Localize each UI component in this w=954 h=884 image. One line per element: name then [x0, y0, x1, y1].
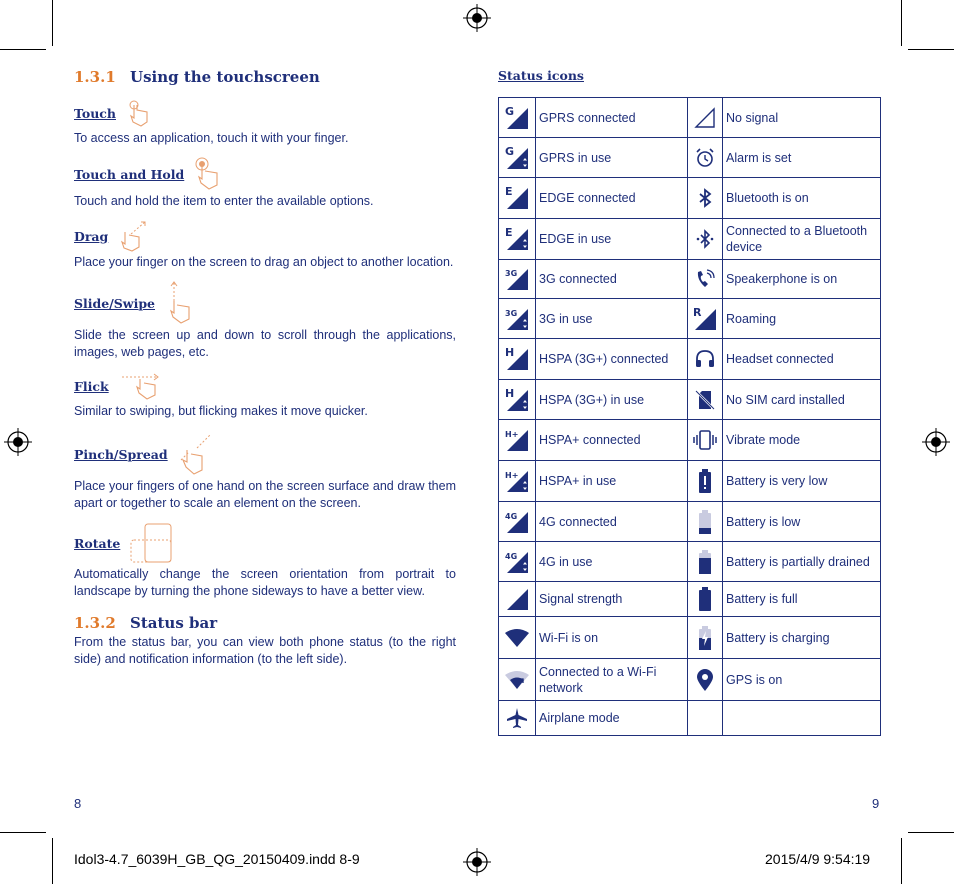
battery-full-icon: [688, 582, 723, 617]
registration-mark-icon: [463, 848, 491, 876]
status-icon-label: Battery is full: [723, 582, 881, 617]
gprs-in-use-icon: [499, 138, 536, 178]
status-icon-label: HSPA+ connected: [536, 420, 688, 461]
section-heading-status-bar: 1.3.2 Status bar: [74, 614, 218, 632]
gesture-title: Touch and Hold: [74, 166, 185, 182]
gesture-desc: Place your finger on the screen to drag an object to another location.: [74, 255, 454, 269]
drag-gesture-icon: [117, 220, 151, 252]
swipe-gesture-icon: [164, 281, 198, 325]
signal-strength-icon: [499, 582, 536, 617]
status-icon-row: [499, 299, 881, 339]
touch-gesture-icon: [125, 98, 155, 128]
svg-text:H: H: [505, 386, 515, 400]
gesture-desc: Slide the screen up and down to scroll through the applications, images, web pages, etc.: [74, 328, 456, 359]
crop-mark: [901, 0, 902, 46]
gesture-swipe: [74, 281, 456, 361]
status-icon-label: Battery is very low: [723, 461, 881, 502]
crop-mark: [52, 838, 53, 884]
gesture-title: Touch: [74, 105, 116, 121]
crop-mark: [908, 49, 954, 50]
4g-connected-icon: [499, 502, 536, 542]
status-icon-label: GPRS connected: [536, 98, 688, 138]
crop-mark: [901, 838, 902, 884]
status-icon-row: [499, 98, 881, 138]
status-icon-label: Vibrate mode: [723, 420, 881, 461]
headset-icon: [688, 339, 723, 380]
status-icon-row: [499, 219, 881, 260]
bluetooth-icon: [688, 178, 723, 219]
wifi-network-connected-icon: [499, 659, 536, 701]
crop-mark: [0, 49, 46, 50]
status-icon-label: EDGE connected: [536, 178, 688, 219]
gesture-desc: Touch and hold the item to enter the available options.: [74, 194, 374, 208]
hspa-plus-connected-icon: [499, 420, 536, 461]
svg-text:H+: H+: [505, 471, 519, 480]
gesture-title: Pinch/Spread: [74, 446, 168, 462]
gesture-title: Flick: [74, 378, 109, 394]
status-icon-row: [499, 178, 881, 219]
gesture-desc: Place your fingers of one hand on the screen surface and draw them apart or together to scale an element on the screen.: [74, 479, 456, 510]
gesture-desc: To access an application, touch it with your finger.: [74, 131, 349, 145]
status-icon-label: GPRS in use: [536, 138, 688, 178]
edge-in-use-icon: [499, 219, 536, 260]
left-page: [74, 68, 456, 668]
right-page: [498, 68, 881, 736]
status-icon-row: [499, 659, 881, 701]
page-number-left: 8: [74, 796, 82, 811]
4g-in-use-icon: [499, 542, 536, 582]
svg-text:E: E: [505, 185, 513, 198]
flick-gesture-icon: [118, 371, 166, 401]
status-icon-label: Headset connected: [723, 339, 881, 380]
status-icon-label: GPS is on: [723, 659, 881, 701]
edge-connected-icon: [499, 178, 536, 219]
status-icon-row: [499, 461, 881, 502]
battery-partially-drained-icon: [688, 542, 723, 582]
status-icon-row: [499, 582, 881, 617]
roaming-icon: [688, 299, 723, 339]
3g-in-use-icon: [499, 299, 536, 339]
status-icon-label: [723, 701, 881, 736]
wifi-icon: [499, 617, 536, 659]
svg-text:H: H: [505, 346, 515, 359]
gesture-title: Drag: [74, 228, 109, 244]
svg-text:G: G: [505, 144, 515, 158]
gprs-connected-icon: [499, 98, 536, 138]
registration-mark-icon: [463, 4, 491, 32]
hspa-plus-in-use-icon: [499, 461, 536, 502]
status-icon-label: HSPA (3G+) connected: [536, 339, 688, 380]
status-icons-table: [498, 97, 881, 736]
pinch-spread-gesture-icon: [177, 432, 215, 476]
status-icon-label: Connected to a Wi-Fi network: [536, 659, 688, 701]
page-number-right: 9: [872, 796, 880, 811]
gesture-pinch-spread: [74, 432, 456, 512]
status-icon-label: EDGE in use: [536, 219, 688, 260]
bluetooth-connected-icon: [688, 219, 723, 260]
svg-text:H+: H+: [505, 430, 519, 439]
status-icon-label: Roaming: [723, 299, 881, 339]
vibrate-icon: [688, 420, 723, 461]
gesture-title: Rotate: [74, 535, 121, 551]
crop-mark: [908, 832, 954, 833]
alarm-icon: [688, 138, 723, 178]
date-slug: 2015/4/9 9:54:19: [765, 851, 871, 867]
svg-text:3G: 3G: [505, 269, 518, 278]
gesture-title: Slide/Swipe: [74, 295, 156, 311]
status-icon-label: Signal strength: [536, 582, 688, 617]
status-icon-label: Wi-Fi is on: [536, 617, 688, 659]
gesture-touch: [74, 98, 456, 147]
empty-cell: [688, 701, 723, 736]
status-icon-label: 4G connected: [536, 502, 688, 542]
status-icon-row: [499, 138, 881, 178]
status-icon-label: Battery is charging: [723, 617, 881, 659]
battery-low-icon: [688, 502, 723, 542]
no-signal-icon: [688, 98, 723, 138]
svg-text:4G: 4G: [505, 511, 518, 521]
speakerphone-icon: [688, 260, 723, 299]
status-icons-title: Status icons: [498, 68, 584, 83]
status-icon-label: 4G in use: [536, 542, 688, 582]
status-icon-row: [499, 420, 881, 461]
status-icon-label: 3G connected: [536, 260, 688, 299]
gesture-desc: Similar to swiping, but flicking makes it move quicker.: [74, 404, 368, 418]
registration-mark-icon: [922, 428, 950, 456]
status-icon-row: [499, 542, 881, 582]
hspa-in-use-icon: [499, 380, 536, 420]
gesture-touch-hold: [74, 157, 456, 210]
status-icon-label: Airplane mode: [536, 701, 688, 736]
gesture-drag: [74, 220, 456, 271]
status-icon-label: HSPA (3G+) in use: [536, 380, 688, 420]
status-icon-label: Battery is low: [723, 502, 881, 542]
svg-text:R: R: [693, 305, 702, 319]
no-sim-icon: [688, 380, 723, 420]
status-icon-label: Alarm is set: [723, 138, 881, 178]
svg-text:E: E: [505, 226, 513, 239]
status-icon-label: 3G in use: [536, 299, 688, 339]
status-icon-row: [499, 617, 881, 659]
gps-icon: [688, 659, 723, 701]
airplane-icon: [499, 701, 536, 736]
touch-hold-gesture-icon: [193, 157, 223, 191]
status-bar-desc: From the status bar, you can view both phone status (to the right side) and notification information (to the left side).: [74, 635, 456, 666]
status-icon-row: [499, 380, 881, 420]
status-icon-label: Battery is partially drained: [723, 542, 881, 582]
status-icon-row: [499, 701, 881, 736]
gesture-desc: Automatically change the screen orientation from portrait to landscape by turning the phone sideways to have a better view.: [74, 567, 456, 598]
gesture-flick: [74, 371, 456, 420]
crop-mark: [52, 0, 53, 46]
svg-text:G: G: [505, 104, 515, 118]
file-slug: Idol3-4.7_6039H_GB_QG_20150409.indd 8-9: [74, 851, 360, 867]
hspa-connected-icon: [499, 339, 536, 380]
status-icon-row: [499, 260, 881, 299]
gesture-rotate: [74, 522, 456, 600]
crop-mark: [0, 832, 46, 833]
status-icon-label: No signal: [723, 98, 881, 138]
status-icon-row: [499, 502, 881, 542]
status-icon-label: Speakerphone is on: [723, 260, 881, 299]
svg-text:4G: 4G: [505, 551, 518, 561]
status-icon-label: No SIM card installed: [723, 380, 881, 420]
registration-mark-icon: [4, 428, 32, 456]
section-heading-touchscreen: 1.3.1 Using the touchscreen: [74, 68, 320, 86]
status-icon-label: HSPA+ in use: [536, 461, 688, 502]
rotate-gesture-icon: [129, 522, 175, 564]
battery-charging-icon: [688, 617, 723, 659]
status-icon-label: Connected to a Bluetooth device: [723, 219, 881, 260]
status-icon-label: Bluetooth is on: [723, 178, 881, 219]
svg-text:3G: 3G: [505, 308, 518, 318]
status-icon-row: [499, 339, 881, 380]
3g-connected-icon: [499, 260, 536, 299]
battery-very-low-icon: [688, 461, 723, 502]
